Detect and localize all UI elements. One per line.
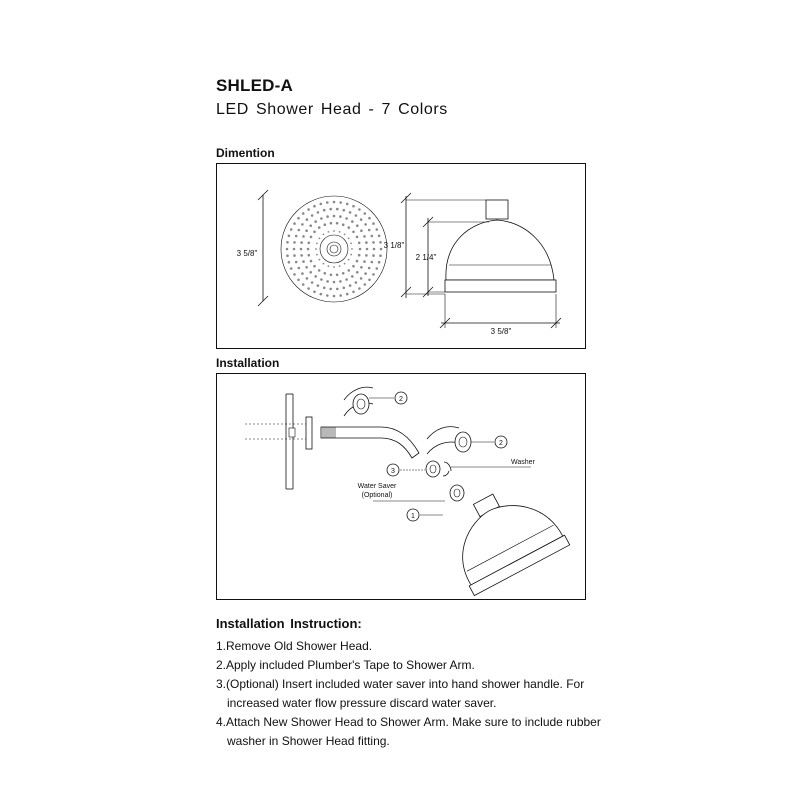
nozzle-dot [313, 205, 316, 208]
nozzle-dot [345, 278, 348, 281]
nozzle-dot [333, 215, 336, 218]
nozzle-dot [290, 267, 293, 270]
nozzle-dot [365, 254, 368, 257]
nozzle-dot [323, 287, 326, 290]
nozzle-dot [329, 208, 332, 211]
nozzle-dot [319, 238, 321, 240]
nozzle-dot [348, 226, 351, 229]
callout-2-lower: 2 [499, 440, 503, 447]
nozzle-dot [349, 211, 352, 214]
nozzle-dot [326, 201, 329, 204]
nozzle-dot [355, 281, 358, 284]
nozzle-dot [348, 269, 351, 272]
nozzle-dot [310, 260, 313, 263]
nozzle-dot [356, 224, 359, 227]
overall-height-label: 3 1/8" [383, 241, 405, 250]
nozzle-dot [339, 231, 341, 233]
nozzle-dot [376, 267, 379, 270]
nozzle-dot [372, 241, 375, 244]
nozzle-dot [307, 248, 310, 251]
nozzle-dot [330, 274, 333, 277]
nozzle-dot [297, 217, 300, 220]
instructions-title: Installation Instruction: [216, 616, 362, 631]
nozzle-dot [368, 217, 371, 220]
nozzle-dot [295, 235, 298, 238]
head-height-label: 2 1/4" [415, 253, 437, 262]
nozzle-dot [350, 243, 352, 245]
nozzle-dot [358, 287, 361, 290]
nozzle-dot [319, 259, 321, 261]
plumbers-tape-lower [427, 427, 494, 454]
nozzle-dot [288, 261, 291, 264]
nozzle-dot [302, 212, 305, 215]
front-diameter-label: 3 5/8" [236, 249, 258, 258]
nozzle-dot [311, 214, 314, 217]
nozzle-dot [300, 254, 303, 257]
nozzle-dot [314, 275, 317, 278]
nozzle-dot [328, 231, 330, 233]
nozzle-dot [310, 236, 313, 239]
nozzle-dot [333, 295, 336, 298]
water-saver-label: Water Saver [357, 483, 397, 490]
nozzle-dot [293, 254, 296, 257]
nozzle-dot [306, 218, 309, 221]
nozzle-dot [290, 228, 293, 231]
callout-2-upper: 2 [399, 396, 403, 403]
nozzle-dot [368, 229, 371, 232]
nozzle-dot [297, 279, 300, 282]
nozzle-dot [380, 248, 383, 251]
dimension-section-title: Dimention [216, 146, 275, 160]
nozzle-dot [318, 226, 321, 229]
nozzle-dot [364, 272, 367, 275]
nozzle-dot [349, 284, 352, 287]
nozzle-dot [342, 272, 345, 275]
nozzle-dot [342, 223, 345, 226]
nozzle-dot [333, 266, 335, 268]
washer-label: Washer [511, 459, 535, 466]
nozzle-dot [364, 283, 367, 286]
nozzle-dot [333, 230, 335, 232]
nozzle-dot [293, 241, 296, 244]
nozzle-dot [344, 263, 346, 265]
nozzle-dot [344, 234, 346, 236]
nozzle-dot [368, 267, 371, 270]
nozzle-dot [336, 274, 339, 277]
nozzle-dot [320, 278, 323, 281]
nozzle-dot [308, 254, 311, 257]
water-saver-ring [400, 461, 440, 477]
wall-flange [306, 417, 312, 449]
nozzle-dot [336, 208, 339, 211]
nozzle-dot [339, 215, 342, 218]
shower-head-side-view [384, 193, 561, 336]
nozzle-dot [355, 214, 358, 217]
nozzle-dot [351, 275, 354, 278]
nozzle-dot [360, 277, 363, 280]
nozzle-dot [302, 235, 305, 238]
nozzle-dot [288, 235, 291, 238]
plumbers-tape-upper [344, 387, 394, 416]
nozzle-dot [313, 265, 316, 268]
nozzle-dot [358, 242, 361, 245]
nozzle-dot [316, 243, 318, 245]
nozzle-dot [372, 222, 375, 225]
dimension-drawing [217, 164, 587, 350]
nozzle-dot [315, 248, 317, 250]
nozzle-dot [366, 248, 369, 251]
dimension-diagram [216, 163, 586, 349]
nozzle-dot [323, 209, 326, 212]
nozzle-dot [293, 273, 296, 276]
nozzle-dot [373, 248, 376, 251]
nozzle-dot [378, 235, 381, 238]
nozzle-dot [305, 266, 308, 269]
nozzle-dot [324, 223, 327, 226]
nozzle-dot [379, 241, 382, 244]
wall [245, 394, 308, 489]
nozzle-dot [309, 271, 312, 274]
instruction-step: 4.Attach New Shower Head to Shower Arm. Make sure to include rubber washer in Shower Head fitting. [216, 715, 601, 748]
nozzle-dot [320, 217, 323, 220]
nozzle-dot [298, 229, 301, 232]
nozzle-dot [293, 248, 296, 251]
nozzle-dot [313, 231, 316, 234]
installation-diagram [216, 373, 586, 600]
shower-face-front-view [281, 196, 387, 302]
nozzle-dot [324, 272, 327, 275]
callout-1: 1 [411, 513, 415, 520]
nozzle-dot [364, 223, 367, 226]
nozzle-dot [346, 203, 349, 206]
nozzle-dot [359, 248, 362, 251]
nozzle-dot [316, 254, 318, 256]
nozzle-dot [360, 229, 363, 232]
nozzle-dot [326, 294, 329, 297]
nozzle-dot [314, 220, 317, 223]
nozzle-dot [356, 260, 359, 263]
side-width-label: 3 5/8" [490, 327, 512, 336]
nozzle-dot [306, 277, 309, 280]
nozzle-dot [351, 248, 353, 250]
installation-drawing [217, 374, 587, 601]
nozzle-dot [298, 267, 301, 270]
nozzle-dot [318, 269, 321, 272]
nozzle-dot [352, 205, 355, 208]
nozzle-dot [308, 242, 311, 245]
nozzle-dot [326, 280, 329, 283]
nozzle-dot [352, 231, 355, 234]
nozzle-dot [345, 217, 348, 220]
nozzle-dot [346, 293, 349, 296]
instruction-step: 1.Remove Old Shower Head. [216, 639, 373, 653]
nozzle-dot [317, 211, 320, 214]
nozzle-dot [363, 260, 366, 263]
nozzle-dot [343, 209, 346, 212]
nozzle-dot [364, 212, 367, 215]
nozzle-dot [333, 201, 336, 204]
nozzle-dot [320, 293, 323, 296]
nozzle-dot [293, 222, 296, 225]
nozzle-dot [295, 261, 298, 264]
nozzle-dot [336, 222, 339, 225]
nozzle-dot [301, 223, 304, 226]
nozzle-dot [376, 228, 379, 231]
nozzle-dot [339, 280, 342, 283]
nozzle-dot [372, 254, 375, 257]
nozzle-dot [371, 235, 374, 238]
shower-arm [321, 427, 419, 458]
nozzle-dot [368, 279, 371, 282]
nozzle-dot [348, 259, 350, 261]
nozzle-dot [358, 254, 361, 257]
instruction-step: 2.Apply included Plumber's Tape to Shower Arm. [216, 658, 475, 672]
nozzle-dot [305, 229, 308, 232]
nozzle-dot [326, 215, 329, 218]
nozzle-dot [323, 263, 325, 265]
installation-section-title: Installation [216, 356, 280, 370]
nozzle-dot [351, 220, 354, 223]
nozzle-dot [311, 281, 314, 284]
nozzle-dot [286, 254, 289, 257]
nozzle-dot [339, 201, 342, 204]
nozzle-dot [302, 260, 305, 263]
nozzle-dot [358, 208, 361, 211]
nozzle-dot [286, 241, 289, 244]
nozzle-dot [333, 281, 336, 284]
nozzle-dot [286, 248, 289, 251]
nozzle-dot [378, 261, 381, 264]
nozzle-dot [352, 265, 355, 268]
nozzle-dot [307, 287, 310, 290]
nozzle-dot [363, 235, 366, 238]
nozzle-dot [371, 261, 374, 264]
nozzle-dot [317, 284, 320, 287]
nozzle-dot [300, 248, 303, 251]
nozzle-dot [360, 266, 363, 269]
nozzle-dot [307, 208, 310, 211]
nozzle-dot [379, 254, 382, 257]
nozzle-dot [356, 236, 359, 239]
nozzle-dot [339, 265, 341, 267]
nozzle-dot [329, 288, 332, 291]
nozzle-dot [348, 238, 350, 240]
nozzle-dot [339, 294, 342, 297]
nozzle-dot [309, 224, 312, 227]
nozzle-dot [336, 288, 339, 291]
nozzle-dot [356, 271, 359, 274]
nozzle-dot [352, 291, 355, 294]
nozzle-dot [365, 241, 368, 244]
water-saver-note: (Optional) [361, 492, 393, 499]
nozzle-dot [360, 218, 363, 221]
nozzle-dot [328, 265, 330, 267]
nozzle-dot [372, 273, 375, 276]
nozzle-dot [313, 291, 316, 294]
nozzle-dot [301, 272, 304, 275]
nozzle-dot [320, 203, 323, 206]
nozzle-dot [323, 234, 325, 236]
product-subtitle: LED Shower Head - 7 Colors [216, 101, 448, 118]
nozzle-dot [300, 241, 303, 244]
product-model: SHLED-A [216, 76, 293, 95]
callout-3: 3 [391, 468, 395, 475]
nozzle-dot [350, 254, 352, 256]
nozzle-dot [302, 283, 305, 286]
nozzle-dot [343, 287, 346, 290]
nozzle-dot [330, 222, 333, 225]
instruction-step: 3.(Optional) Insert included water saver into hand shower handle. For increased water flow pressure discard water saver. [216, 677, 585, 710]
